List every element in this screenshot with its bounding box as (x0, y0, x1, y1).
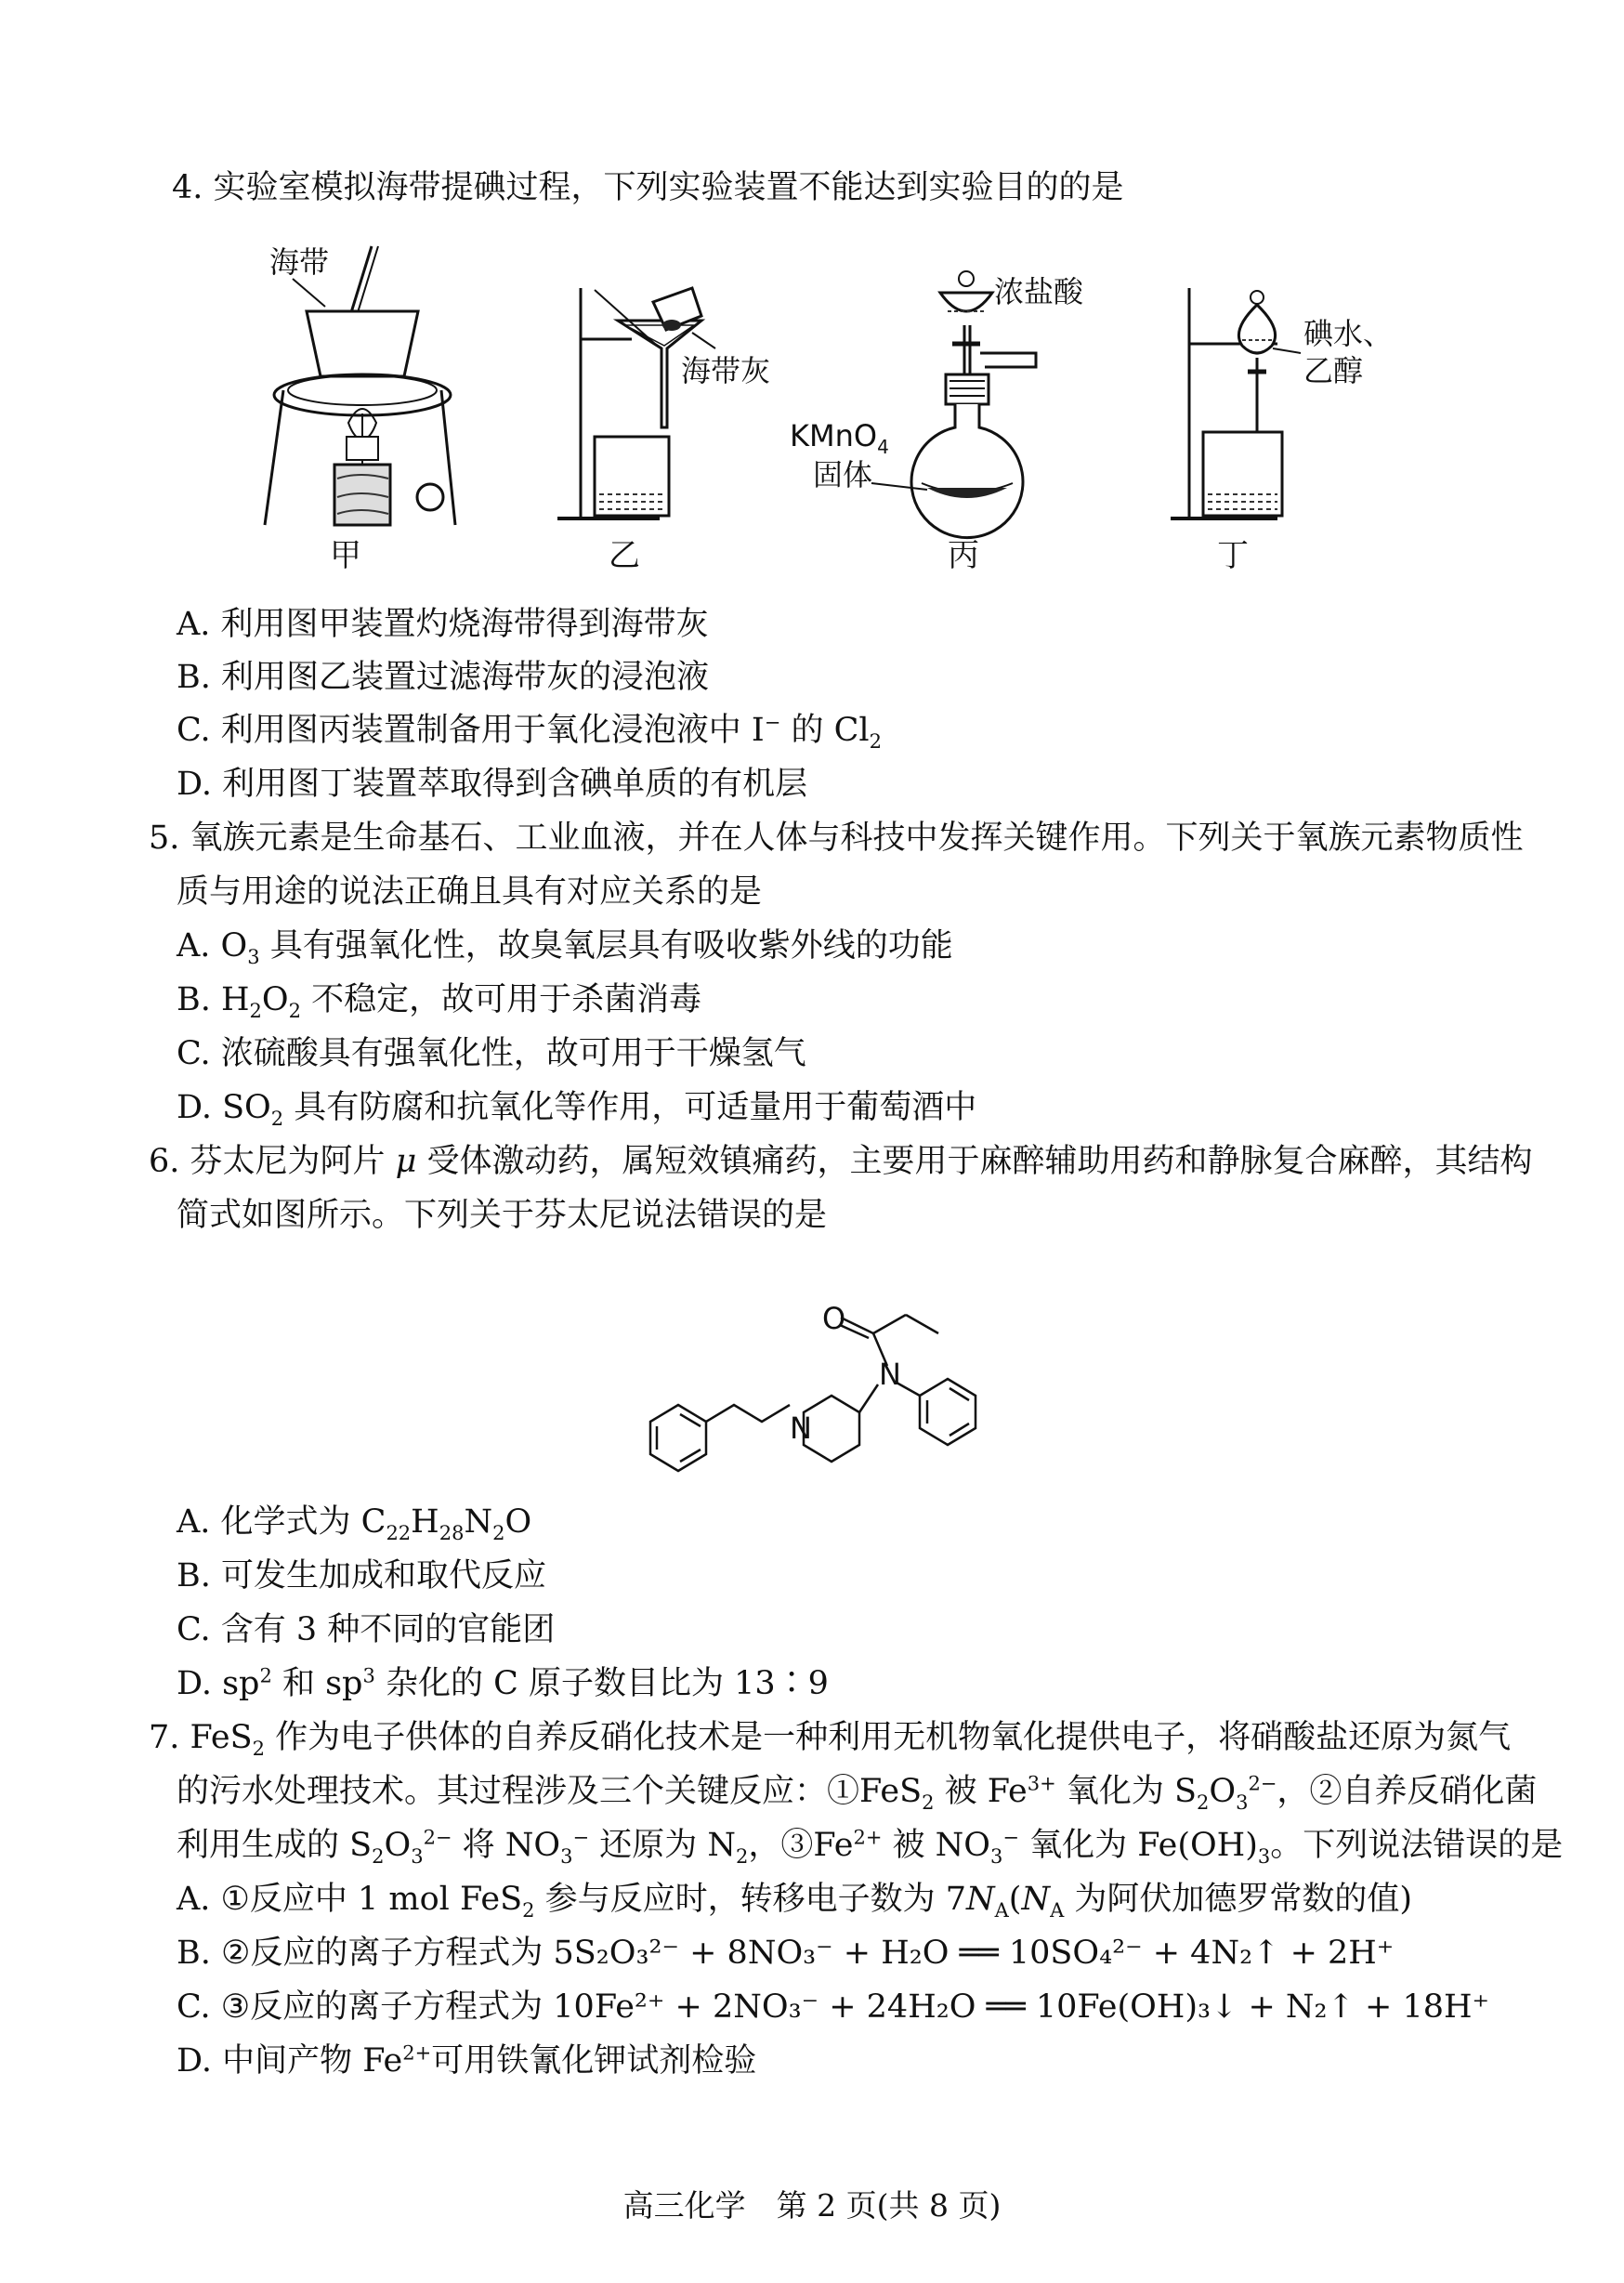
piperidine-ring (804, 1396, 859, 1462)
label-haidai: 海带 (269, 244, 330, 280)
q4-option-c: C. 利用图丙装置制备用于氧化浸泡液中 I− 的 $Cl_2$ (177, 711, 882, 753)
label-kmno4: KMnO$_4$ (790, 418, 889, 458)
q6-option-a: A. 化学式为 $C_{22}H_{28}N_2O$ (177, 1503, 532, 1544)
q5-option-d: D. $SO_2$ 具有防腐和抗氧化等作用，可适量用于葡萄酒中 (177, 1089, 977, 1130)
side-tube (980, 353, 1036, 367)
q7-stem-line3: 利用生成的 $S_2O_3^{2-}$ 将 $NO_3^-$ 还原为 $N_2$，$③Fe^{2+}$ 被 $NO_3^-$ 氧化为 $Fe(OH)_3$。下列说法错误的是 (177, 1826, 1564, 1868)
caption-jia: 甲 (330, 537, 361, 574)
round-flask (911, 404, 1023, 538)
q4-option-b: B. 利用图乙装置过滤海带灰的浸泡液 (177, 659, 709, 696)
q7-option-d: D. 中间产物 $Fe^{2+}$可用铁氰化钾试剂检验 (177, 2041, 757, 2080)
q7-option-b: B. ②反应的离子方程式为 5S₂O₃²⁻ + 8NO₃⁻ + H₂O ══ 10SO₄²⁻ + 4N₂↑ + 2H⁺ (177, 1935, 1395, 1972)
leader-line (293, 279, 325, 307)
atom-n-amide: N (879, 1357, 901, 1392)
q7-option-c: C. ③反应的离子方程式为 10Fe²⁺ + 2NO₃⁻ + 24H₂O ══ 10Fe(OH)₃↓ + N₂↑ + 18H⁺ (177, 1988, 1490, 2026)
q5-option-a: A. $O_3$ 具有强氧化性，故臭氧层具有吸收紫外线的功能 (177, 927, 953, 968)
separatory-funnel (940, 293, 992, 311)
atom-o: O (822, 1301, 846, 1336)
label-nongyansuan: 浓盐酸 (994, 274, 1084, 309)
label-haidaihui: 海带灰 (681, 353, 771, 388)
label-guti: 固体 (813, 457, 873, 492)
label-dianshui: 碘水、 (1303, 316, 1394, 351)
caption-yi: 乙 (609, 537, 640, 574)
q4-option-a: A. 利用图甲装置灼烧海带得到海带灰 (177, 606, 709, 643)
crucible (307, 311, 418, 376)
benzene-ring-left (650, 1405, 706, 1471)
q5-stem-line2: 质与用途的说法正确且具有对应关系的是 (177, 873, 763, 911)
q4-stem: 4. 实验室模拟海带提碘过程，下列实验装置不能达到实验目的的是 (172, 169, 1124, 206)
q6-option-b: B. 可发生加成和取代反应 (177, 1557, 546, 1594)
q7-option-a: A. ①反应中 1 mol FeS$_2$ 参与反应时，转移电子数为 $7N_A(N_A$ 为阿伏加德罗常数的值) (177, 1881, 1413, 1922)
q7-stem-line1: 7. FeS$_2$ 作为电子供体的自养反硝化技术是一种利用无机物氧化提供电子，将硝酸盐还原为氮气 (149, 1719, 1512, 1760)
label-yichun: 乙醇 (1303, 353, 1364, 388)
caption-ding: 丁 (1217, 537, 1249, 574)
glass-rod (595, 290, 655, 344)
q4-option-d: D. 利用图丁装置萃取得到含碘单质的有机层 (177, 766, 808, 803)
fentanyl-structure (632, 1264, 1041, 1477)
q6-stem-line2: 简式如图所示。下列关于芬太尼说法错误的是 (177, 1197, 828, 1234)
figure-jia (255, 237, 469, 534)
q5-option-c: C. 浓硫酸具有强氧化性，故可用于干燥氢气 (177, 1035, 806, 1072)
figure-yi (553, 279, 822, 525)
q5-option-b: B. $H_2O_2$ 不稳定，故可用于杀菌消毒 (177, 981, 702, 1022)
figure-bing (790, 265, 1115, 534)
separatory-funnel (1238, 305, 1275, 353)
q5-stem-line1: 5. 氧族元素是生命基石、工业血液，并在人体与科技中发挥关键作用。下列关于氧族元素物质性 (149, 820, 1524, 857)
beaker (1203, 432, 1282, 516)
tripod-leg (265, 390, 283, 525)
q6-option-d: D. $sp^2$ 和 $sp^3$ 杂化的 C 原子数目比为 13∶9 (177, 1664, 829, 1702)
figure-ding (1166, 279, 1394, 525)
q6-option-c: C. 含有 3 种不同的官能团 (177, 1611, 556, 1648)
q7-stem-line2: 的污水处理技术。其过程涉及三个关键反应：①FeS$_2$ 被 $Fe^{3+}$ 氧化为 $S_2O_3^{2-}$，②自养反硝化菌 (177, 1772, 1538, 1814)
atom-n-piperidine: N (790, 1410, 812, 1446)
caption-bing: 丙 (948, 537, 979, 574)
page-footer: 高三化学 第 2 页(共 8 页) (622, 2187, 1002, 2224)
q6-stem-line1: 6. 芬太尼为阿片 μ 受体激动药，属短效镇痛药，主要用于麻醉辅助用药和静脉复合麻醉，其结构 (149, 1143, 1533, 1180)
